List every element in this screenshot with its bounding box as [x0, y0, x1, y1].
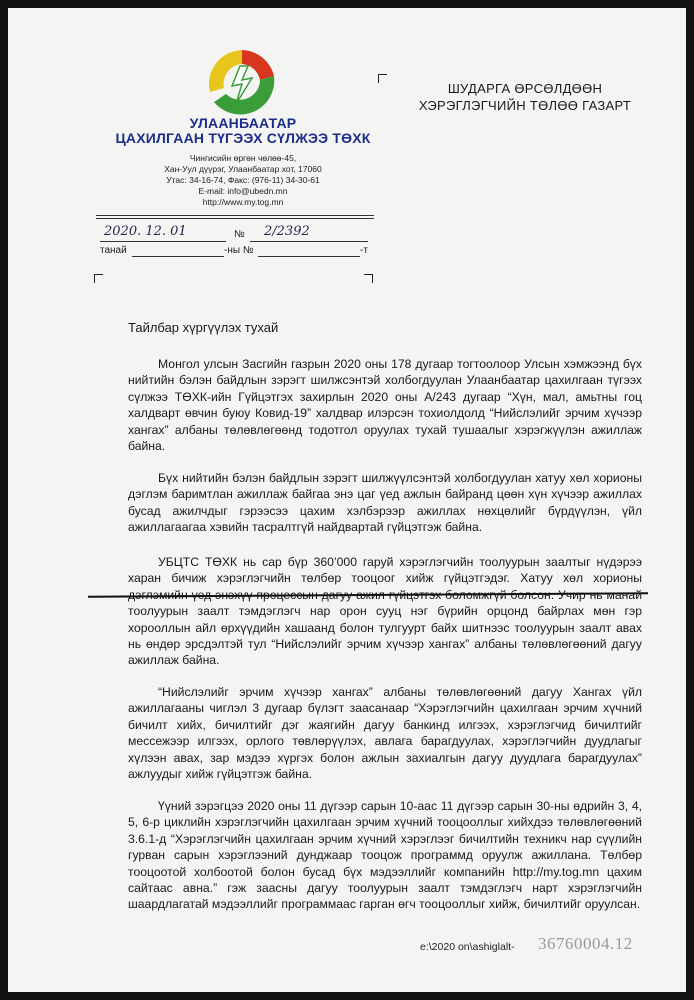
- date-underline: [100, 241, 226, 242]
- recipient-block: [400, 80, 650, 114]
- handwritten-date: 2020. 12. 01: [104, 224, 187, 239]
- body-paragraph-2: Бүх нийтийн бэлэн байдлын зэрэгт шилжүүлсэнтэй холбогдуулан хатуу хөл хорионы дэглэм баримтлан ажиллаж байгаа энэ цаг үед ажлын байранд цөөн хүн хүчээр ажиллах бусад ажилчдыг гэрээсээ цахим хэлбэрээр ажиллах нөхцөлийг бүрдүүлэн, үйл ажиллагаагаа хэвийн тасралтгүй найдвартай гүйцэтгэж байна.: [128, 471, 642, 535]
- address-line1: Чингисийн өргөн чөлөө-45,: [189, 153, 297, 163]
- ref-label-end: -т: [360, 245, 368, 256]
- organization-contact: [98, 153, 388, 208]
- company-logo-icon: [204, 46, 280, 122]
- body-paragraph-4: “Нийслэлийг эрчим хүчээр хангах” албаны төлөвлөгөөний дагуу Хангах үйл ажиллагааны чиглэл 3 дугаар бүлэгт заасанаар “Хэрэглэгчийн цахилгаан эрчим хүчний бичилт хийх, бичилтийг дэг жаягийн дагуу банкинд илгээх, хэрэглэгчид бичилтийг мессежээр илгээх, орлого төвлөрүүлэх, авлага барагдуулах, хэрэглэгчийн дуудлагыг хүлээн авах, зар мэдээ хүргэх болон ажлын захиалгын дагуу дуудлага барагдуулах” ажлуудыг хийж гүйцэтгэж байна.: [128, 685, 642, 782]
- ref-date-underline: [132, 256, 224, 257]
- letterhead-divider-bottom: [96, 218, 374, 219]
- letter-page: [8, 8, 686, 992]
- ref-number-underline: [258, 256, 360, 257]
- file-path-footer: e:\2020 on\ashiglalt-: [420, 941, 515, 953]
- phone-line: Утас: 34-16-74, Факс: (976-11) 34-30-61: [166, 175, 320, 185]
- address-bracket-left: [94, 274, 103, 283]
- email-line: E-mail: info@ubedn.mn: [198, 186, 288, 196]
- website-line: http://www.my.tog.mn: [202, 197, 284, 207]
- ref-label-mid: -ны №: [224, 245, 254, 256]
- registration-stamp: 36760004.12: [538, 934, 633, 953]
- organization-name: [98, 116, 388, 146]
- number-label: №: [234, 229, 245, 240]
- ref-label-start: танай: [100, 245, 127, 256]
- date-number-line: [100, 224, 370, 244]
- handwritten-number: 2/2392: [264, 224, 310, 239]
- org-name-line2: ЦАХИЛГААН ТҮГЭЭХ СҮЛЖЭЭ ТӨХК: [115, 130, 371, 146]
- address-bracket-right: [364, 274, 373, 283]
- recipient-line1: ШУДАРГА ӨРСӨЛДӨӨН: [447, 81, 603, 96]
- org-name-line1: УЛААНБААТАР: [189, 115, 297, 131]
- body-paragraph-5: Үүний зэрэгцээ 2020 оны 11 дүгээр сарын 10-аас 11 дүгээр сарын 30-ны өдрийн 3, 4, 5, 6-р циклийн хэрэглэгчийн цахилгаан эрчим хүчний тооцооллыг хийхдээ төлөвлөгөөний 3.6.1-д “Хэрэглэгчийн цахилгаан эрчим хүчний хэрэглээг бичилтийн техникч нар сүүлийн гурван сарын хэрэглээний дунджаар тооцож программд оруулж ажиллана. Төлбөр тооцоотой холбоотой болон бусад бүх мэдээллийг компанийн http://my.tog.mn цахим сайтаас авна.” гэж заасны дагуу тоолуурын заалт тэмдэглэгч нарт хэрэглэгчийн шаардлагатай мэдээллийг программаас гарган өгч тооцооллыг хийж, бичилтийг оруулсан.: [128, 799, 642, 912]
- address-line2: Хан-Уул дүүрэг, Улаанбаатар хот, 17060: [164, 164, 322, 174]
- letterhead-divider-top: [96, 215, 374, 216]
- reference-line: [100, 245, 372, 259]
- body-paragraph-1: Монгол улсын Засгийн газрын 2020 оны 178 дугаар тогтоолоор Улсын хэмжээнд бүх нийтийн бэлэн байдлын зэрэгт шилжсэнтэй холбогдуулан Улаанбаатар цахилгаан түгээх сүлжээ ТӨХК-ийн Гүйцэтгэх захирлын 2020 оны А/243 дугаар “Хүн, мал, амьтны гоц халдварт өвчин буюу Ковид-19” халдвар илэрсэн тохиолдолд “Нийслэлийг эрчим хүчээр хангах” албаны төлөвлөгөөнд тодотгол оруулах тухай тушаалыг хэрэгжүүлэн ажиллаж байна.: [128, 357, 642, 454]
- recipient-line2: ХЭРЭГЛЭГЧИЙН ТӨЛӨӨ ГАЗАРТ: [418, 98, 632, 113]
- letter-subject: Тайлбар хүргүүлэх тухай: [128, 320, 279, 335]
- recipient-bracket: [378, 74, 387, 83]
- body-paragraph-3: УБЦТС ТӨХК нь сар бүр 360’000 гаруй хэрэглэгчийн тоолуурын заалтыг нүдэрээ харан бичиж хэрэглэгчийн төлбөр тооцоог хийж гүйцэтгэдэг. Хатуу хөл хорионы дэглэмийн үед энэхүү процессын дагуу ажил гүйцэтгэх боломжгүй болсон. Учир нь манай тоолуурын заалт тэмдэглэгч нар орон сууц нэг бүрийн орцонд байрлах мөн гэр хорооллын айл өрхүүдийн хашаанд болон тулгуурт байх шитнээс тоолуурын заалт авах нь өндөр эрсдэлтэй тул “Нийслэлийг эрчим хүчээр хангах” албаны төлөвлөгөөний дагуу ажиллаж байна.: [128, 555, 642, 668]
- number-underline: [250, 241, 368, 242]
